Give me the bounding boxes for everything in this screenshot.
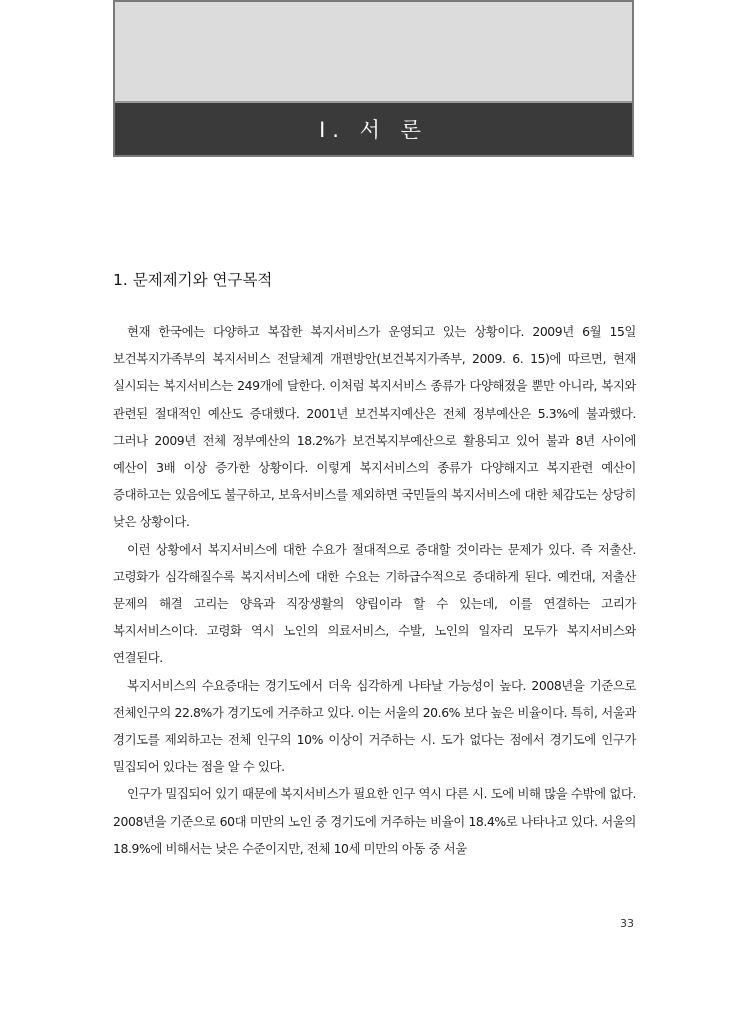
chapter-title-band [115, 101, 632, 155]
page-number: 33 [620, 917, 634, 930]
paragraph-1: 현재 한국에는 다양하고 복잡한 복지서비스가 운영되고 있는 상황이다. 2009년 6월 15일 보건복지가족부의 복지서비스 전달체계 개편방안(보건복지가족부, 2009. 6. 15)에 따르면, 현재 실시되는 복지서비스는 249개에 달한다. 이처럼 복지서비스 종류가 다양해졌을 뿐만 아니라, 복지와 관련된 절대적인 예산도 증대했다. 2001년 보건복지예산은 전체 정부예산은 5.3%에 불과했다. 그러나 2009년 전체 정부예산의 18.2%가 보건복지부예산으로 활용되고 있어 불과 8년 사이에 예산이 3배 이상 증가한 상황이다. 이렇게 복지서비스의 종류가 다양해지고 복지관련 예산이 증대하고는 있음에도 불구하고, 보육서비스를 제외하면 국민들의 복지서비스에 대한 체감도는 상당히 낮은 상황이다. [113, 324, 636, 530]
paragraph-2: 이런 상황에서 복지서비스에 대한 수요가 절대적으로 증대할 것이라는 문제가 있다. 즉 저출산. 고령화가 심각해질수록 복지서비스에 대한 수요는 기하급수적으로 증대하게 된다. 예컨대, 저출산 문제의 해결 고리는 양육과 직장생활의 양립이라 할 수 있는데, 이를 연결하는 고리가 복지서비스이다. 고령화 역시 노인의 의료서비스, 수발, 노인의 일자리 모두가 복지서비스와 연결된다. [113, 541, 636, 666]
paragraph-3: 복지서비스의 수요증대는 경기도에서 더욱 심각하게 나타날 가능성이 높다. 2008년을 기준으로 전체인구의 22.8%가 경기도에 거주하고 있다. 이는 서울의 20.6% 보다 높은 비율이다. 특히, 서울과 경기도를 제외하고는 전체 인구의 10% 이상이 거주하는 시. 도가 없다는 점에서 경기도에 인구가 밀집되어 있다는 점을 알 수 있다. [113, 677, 636, 775]
body-text [113, 318, 636, 862]
chapter-title: Ⅰ. 서 론 [319, 118, 428, 142]
paragraph-4: 인구가 밀집되어 있기 때문에 복지서비스가 필요한 인구 역시 다른 시. 도에 비해 많을 수밖에 없다. 2008년을 기준으로 60대 미만의 노인 중 경기도에 거주하는 비율이 18.4%로 나타나고 있다. 서울의 18.9%에 비해서는 낮은 수준이지만, 전체 10세 미만의 아동 중 서울 [113, 786, 636, 856]
chapter-header-box [113, 0, 634, 157]
section-heading: 1. 문제제기와 연구목적 [113, 271, 273, 289]
